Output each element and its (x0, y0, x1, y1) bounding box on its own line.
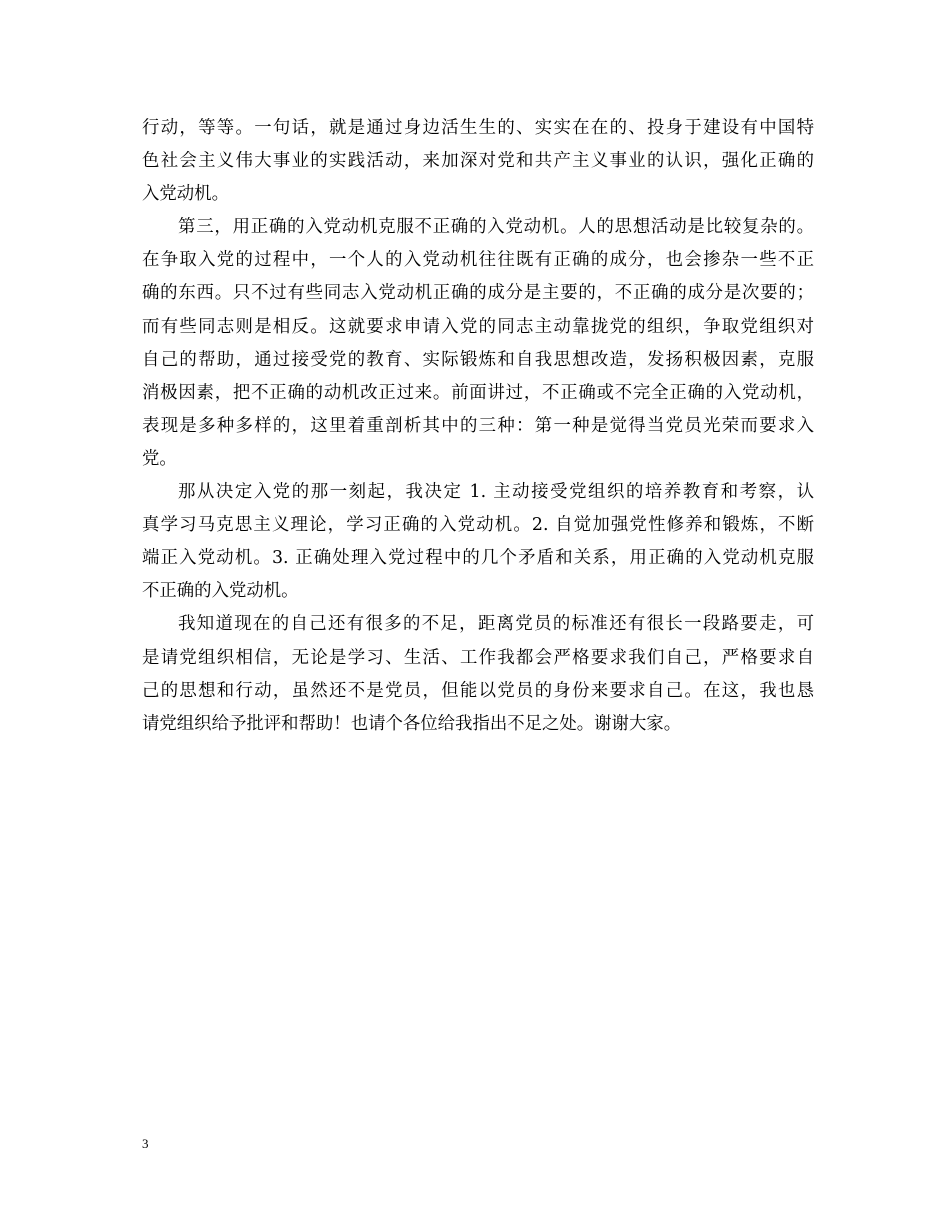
text-line: 色社会主义伟大事业的实践活动，来加深对党和共产主义事业的认识，强化正确的 (142, 151, 814, 172)
text-line: 己的思想和行动，虽然还不是党员，但能以党员的身份来要求自己。在这，我也恳 (142, 680, 814, 701)
text-line: 那从决定入党的那一刻起，我决定 1. 主动接受党组织的培养教育和考察，认 (178, 482, 814, 503)
text-line: 入党动机。 (142, 184, 229, 205)
text-line: 我知道现在的自己还有很多的不足，距离党员的标准还有很长一段路要走，可 (178, 614, 814, 635)
text-line: 不正确的入党动机。 (142, 581, 299, 602)
page-number: 3 (142, 1136, 149, 1151)
text-line: 端正入党动机。3. 正确处理入党过程中的几个矛盾和关系，用正确的入党动机克服 (142, 548, 814, 569)
text-line: 是请党组织相信，无论是学习、生活、工作我都会严格要求我们自己，严格要求自 (142, 647, 814, 668)
text-line: 确的东西。只不过有些同志入党动机正确的成分是主要的，不正确的成分是次要的； (142, 283, 814, 304)
text-line: 真学习马克思主义理论，学习正确的入党动机。2. 自觉加强党性修养和锻炼，不断 (142, 515, 814, 536)
text-line: 在争取入党的过程中，一个人的入党动机往往既有正确的成分，也会掺杂一些不正 (142, 250, 814, 271)
text-line: 请党组织给予批评和帮助！也请个各位给我指出不足之处。谢谢大家。 (142, 713, 682, 734)
text-line: 第三，用正确的入党动机克服不正确的入党动机。人的思想活动是比较复杂的。 (178, 217, 814, 238)
text-line: 行动，等等。一句话，就是通过身边活生生的、实实在在的、投身于建设有中国特 (142, 118, 814, 138)
text-line: 党。 (142, 448, 177, 469)
body-text (142, 112, 814, 741)
text-line: 表现是多种多样的，这里着重剖析其中的三种：第一种是觉得当党员光荣而要求入 (142, 415, 814, 436)
text-line: 而有些同志则是相反。这就要求申请入党的同志主动靠拢党的组织，争取党组织对 (142, 316, 814, 337)
text-line: 自己的帮助，通过接受党的教育、实际锻炼和自我思想改造，发扬积极因素，克服 (142, 349, 814, 370)
text-line: 消极因素，把不正确的动机改正过来。前面讲过，不正确或不完全正确的入党动机， (142, 382, 814, 403)
